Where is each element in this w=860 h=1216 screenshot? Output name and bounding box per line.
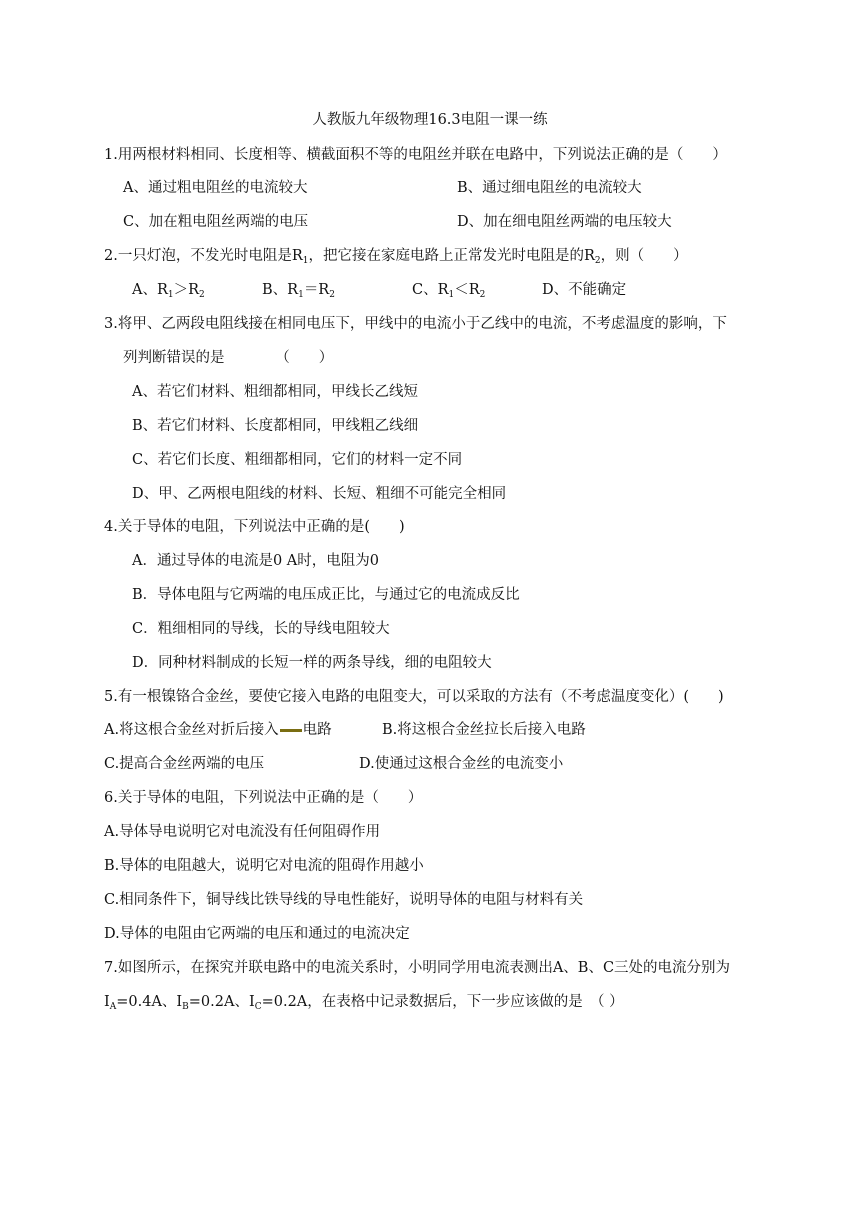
- question-5-stem: 5.有一根镍铬合金丝，要使它接入电路的电阻变大，可以采取的方法有（不考虑温度变化）( ): [104, 689, 724, 705]
- page-title: 人教版九年级物理16.3电阻一课一练: [312, 112, 548, 128]
- q2-stem-part: 2.一只灯泡，不发光时电阻是R: [104, 248, 303, 264]
- question-1-stem: 1.用两根材料相同、长度相等、横截面积不等的电阻丝并联在电路中，下列说法正确的是（ ）: [104, 147, 727, 163]
- question-4-option-b: B．导体电阻与它两端的电压成正比，与通过它的电流成反比: [132, 587, 520, 603]
- question-2-stem: [104, 246, 688, 271]
- q2-b-text: ＝R: [303, 282, 330, 298]
- question-3-option-c: C、若它们长度、粗细都相同，它们的材料一定不同: [132, 452, 463, 468]
- question-1-option-d: D、加在细电阻丝两端的电压较大: [457, 214, 672, 230]
- question-5-option-d: D.使通过这根合金丝的电流变小: [359, 756, 564, 772]
- q2-a-sub1: 1: [167, 290, 174, 300]
- q7-sub-b: B: [182, 1002, 189, 1012]
- q7-current-symbol: I: [248, 994, 255, 1010]
- question-2-option-d: D、不能确定: [542, 282, 627, 298]
- q2-b-text: B、R: [262, 282, 299, 298]
- question-6-option-a: A.导体导电说明它对电流没有任何阻碍作用: [104, 824, 381, 840]
- question-4-stem: 4.关于导体的电阻，下列说法中正确的是( ): [104, 519, 405, 535]
- question-3-option-d: D、甲、乙两根电阻线的材料、长短、粗细不可能完全相同: [132, 486, 507, 502]
- question-1-option-c: C、加在粗电阻丝两端的电压: [123, 214, 309, 230]
- question-5-option-a: [104, 720, 332, 740]
- q2-subscript: 1: [302, 256, 309, 266]
- question-3-option-a: A、若它们材料、粗细都相同，甲线长乙线短: [132, 384, 418, 400]
- question-7-stem-line-2: [104, 992, 624, 1017]
- q2-stem-part: ，则（ ）: [600, 248, 688, 264]
- q7-sub-a: A: [109, 1002, 117, 1012]
- q2-a-text: ＞R: [173, 282, 200, 298]
- q2-a-sub2: 2: [199, 290, 205, 300]
- q2-a-text: A、R: [132, 282, 168, 298]
- dash-mark-icon: [280, 729, 302, 732]
- question-3-stem-line-1: 3.将甲、乙两段电阻线接在相同电压下，甲线中的电流小于乙线中的电流，不考虑温度的影响，下: [104, 316, 727, 332]
- question-4-option-c: C．粗细相同的导线，长的导线电阻较大: [132, 621, 390, 637]
- q2-c-text: ＜R: [454, 282, 480, 298]
- q2-c-sub2: 2: [479, 290, 486, 300]
- q2-c-sub1: 1: [448, 290, 455, 300]
- q2-b-sub1: 1: [298, 290, 304, 300]
- q7-value-a: =0.4A、: [116, 994, 177, 1010]
- question-6-stem: 6.关于导体的电阻，下列说法中正确的是（ ）: [104, 790, 423, 806]
- q2-c-text: C、R: [412, 282, 449, 298]
- question-2-option-c: [412, 280, 485, 305]
- question-4-option-d: D．同种材料制成的长短一样的两条导线，细的电阻较大: [132, 655, 492, 671]
- question-1-option-a: A、通过粗电阻丝的电流较大: [123, 180, 308, 196]
- question-5-option-b: B.将这根合金丝拉长后接入电路: [382, 722, 586, 738]
- q2-subscript: 2: [594, 256, 601, 266]
- q7-current-symbol: I: [176, 994, 183, 1010]
- question-3-option-b: B、若它们材料、长度都相同，甲线粗乙线细: [132, 418, 419, 434]
- q7-current-symbol: I: [104, 994, 110, 1010]
- q7-value-c: =0.2A，在表格中记录数据后，下一步应该做的是 （ ）: [261, 994, 624, 1010]
- q5-a-text: A.将这根合金丝对折后接入: [104, 722, 279, 738]
- question-2-option-b: [262, 280, 335, 305]
- question-1-option-b: B、通过细电阻丝的电流较大: [457, 180, 642, 196]
- question-7-stem-line-1: 7.如图所示，在探究并联电路中的电流关系时，小明同学用电流表测出A、B、C三处的电流分别为: [104, 960, 731, 976]
- q5-a-text: 电路: [302, 722, 332, 738]
- question-5-option-c: C.提高合金丝两端的电压: [104, 756, 265, 772]
- q2-b-sub2: 2: [329, 290, 335, 300]
- question-4-option-a: A．通过导体的电流是0 A时，电阻为0: [132, 553, 380, 569]
- q7-value-b: =0.2A、: [188, 994, 249, 1010]
- question-6-option-c: C.相同条件下，铜导线比铁导线的导电性能好，说明导体的电阻与材料有关: [104, 892, 584, 908]
- q2-stem-part: ，把它接在家庭电路上正常发光时电阻是的R: [308, 248, 595, 264]
- question-6-option-b: B.导体的电阻越大，说明它对电流的阻碍作用越小: [104, 858, 424, 874]
- question-6-option-d: D.导体的电阻由它两端的电压和通过的电流决定: [104, 926, 410, 942]
- question-3-stem-line-2: 列判断错误的是 （ ）: [123, 350, 334, 366]
- question-2-option-a: [132, 280, 205, 305]
- q7-sub-c: C: [254, 1002, 262, 1012]
